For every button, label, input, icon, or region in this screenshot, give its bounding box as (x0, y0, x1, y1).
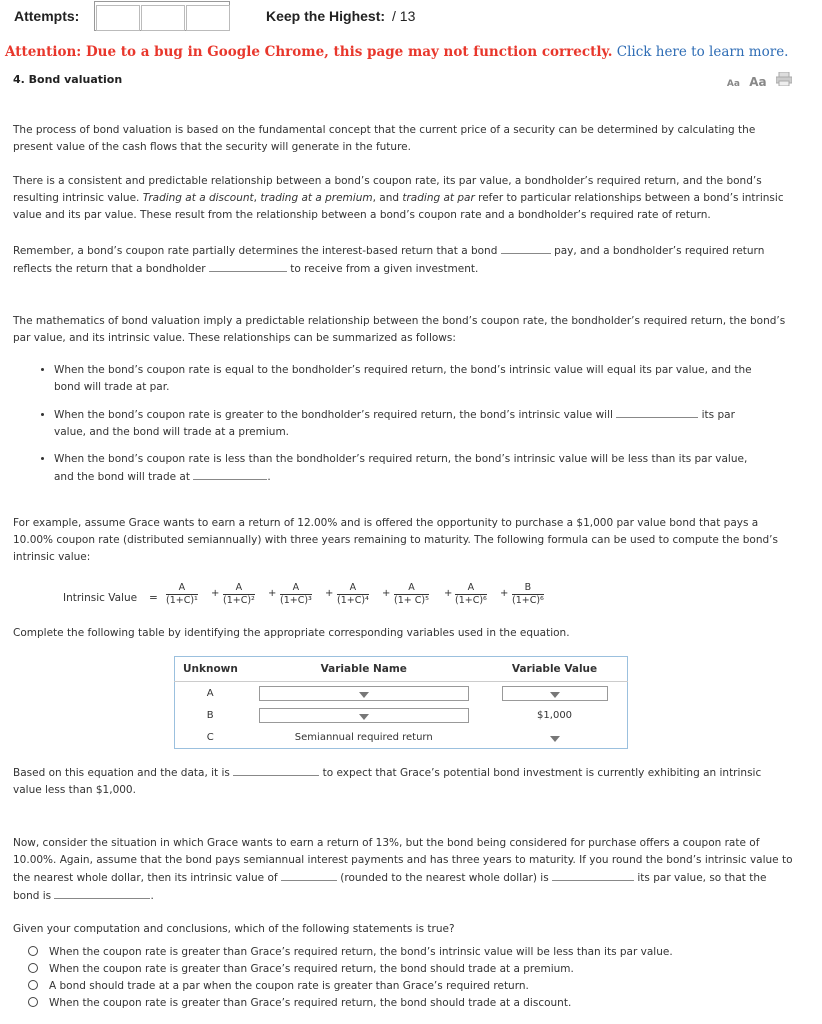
para3-text-a: Remember, a bond’s coupon rate partially determines the interest-based return that a bond (13, 245, 498, 257)
attempt-box-1 (96, 5, 140, 31)
list-item (54, 406, 754, 441)
plus-sign: + (500, 588, 509, 599)
table-header-row (175, 657, 628, 682)
table-instruction: Complete the following table by identifying the appropriate corresponding variables used in the equation. (13, 627, 570, 639)
para8-text-c: its par value, so that the bond is (13, 872, 767, 902)
print-icon[interactable] (776, 77, 792, 89)
formula-term-2 (223, 582, 255, 607)
attempt-box-2 (141, 5, 185, 31)
para2-text-b: refer to particular relationships between a bond’s intrinsic value and its par value. These result from the relationship between a bond’s coupon rate and a bondholder’s required rate of return. (13, 192, 784, 221)
plus-sign: + (444, 588, 453, 599)
plus-sign: + (325, 588, 334, 599)
row-a-name-cell (245, 682, 482, 705)
plus-sign: + (211, 588, 220, 599)
term-6-numerator: A (455, 582, 487, 595)
blank-bondholder-select[interactable] (209, 260, 287, 272)
row-b-unknown: B (206, 709, 214, 721)
formula-label: Intrinsic Value (63, 592, 138, 604)
term-6-denominator: (1+C)⁶ (455, 595, 487, 606)
formula-term-5 (394, 582, 429, 607)
font-decrease-button[interactable]: Aa (726, 79, 740, 89)
bullet-3-text-b: . (267, 471, 271, 483)
para7-text-b: to expect that Grace’s potential bond investment is currently exhibiting an intrinsic value less than $1,000. (13, 767, 762, 796)
para2-comma-2: , and (372, 192, 400, 204)
term-1-numerator: A (166, 582, 198, 595)
radio-button[interactable] (28, 946, 38, 956)
para3-text-c: to receive from a given investment. (290, 263, 479, 275)
formula-term-4 (337, 582, 369, 607)
term-5-denominator: (1+ C)⁵ (394, 595, 429, 606)
learn-more-link[interactable]: Click here (616, 44, 687, 60)
para7-text-a: Based on this equation and the data, it is (13, 767, 230, 779)
blank-bond-status-select[interactable] (54, 887, 150, 899)
attention-banner (5, 44, 788, 60)
formula-equals: = (149, 592, 158, 604)
answer-option-1[interactable] (28, 944, 673, 961)
formula-term-6 (455, 582, 487, 607)
learn-more-rest: to learn more. (691, 44, 789, 60)
radio-button[interactable] (28, 980, 38, 990)
attempts-label: Attempts: (14, 8, 80, 24)
option-4-label: When the coupon rate is greater than Grace’s required return, the bond should trade at a discount. (49, 997, 572, 1009)
bullet-2-text-a: When the bond’s coupon rate is greater to the bondholder’s required return, the bond’s intrinsic value will (54, 409, 613, 421)
option-2-label: When the coupon rate is greater than Grace’s required return, the bond should trade at a premium. (49, 963, 574, 975)
bullet-1-text: When the bond’s coupon rate is equal to the bondholder’s required return, the bond’s intrinsic value will equal its par value, and the bond will trade at par. (54, 364, 752, 393)
para2-text-a: There is a consistent and predictable relationship between a bond’s coupon rate, its par value, a bondholder’s required return, and the bond’s resulting intrinsic value. (13, 175, 762, 204)
relationship-list (36, 362, 754, 496)
formula-term-1 (166, 582, 198, 607)
plus-sign: + (382, 588, 391, 599)
term-3-denominator: (1+C)³ (280, 595, 312, 606)
term-par: trading at par (402, 192, 475, 204)
option-3-label: A bond should trade at a par when the coupon rate is greater than Grace’s required return. (49, 980, 529, 992)
row-c-name-cell: Semiannual required return (294, 731, 433, 743)
conclusion-paragraph (13, 764, 793, 799)
question-title: 4. Bond valuation (13, 73, 123, 86)
term-3-numerator: A (280, 582, 312, 595)
para2-comma-1: , (253, 192, 257, 204)
chevron-down-icon (359, 714, 369, 720)
intro-paragraph: The process of bond valuation is based on the fundamental concept that the current price of a security can be determined by calculating the present value of the cash flows that the security will generate in the future. (13, 124, 756, 153)
example-paragraph: For example, assume Grace wants to earn a return of 12.00% and is offered the opportunity to purchase a $1,000 par value bond that pays a 10.00% coupon rate (distributed semiannually) with three years remaining to maturity. The following formula can be used to compute the bond’s intrinsic value: (13, 517, 778, 563)
row-b-name-dropdown[interactable] (259, 708, 469, 723)
row-c-value-dropdown[interactable] (502, 730, 608, 745)
blank-reasonable-select[interactable] (233, 764, 319, 776)
intrinsic-value-formula (63, 582, 583, 618)
attempts-boxes (94, 1, 230, 31)
keep-highest-label: Keep the Highest: (266, 8, 386, 24)
col-variable-name: Variable Name (245, 657, 482, 682)
option-1-label: When the coupon rate is greater than Grace’s required return, the bond’s intrinsic value will be less than its par value. (49, 946, 673, 958)
list-item (54, 362, 754, 396)
relationship-paragraph (13, 173, 793, 224)
blank-trade-at-select[interactable] (193, 468, 267, 480)
para8-text-d: . (150, 890, 154, 902)
radio-button[interactable] (28, 997, 38, 1007)
term-2-numerator: A (223, 582, 255, 595)
table-row (175, 726, 628, 749)
attempt-box-3 (186, 5, 230, 31)
statement-question: Given your computation and conclusions, which of the following statements is true? (13, 923, 455, 935)
blank-bond-pay-select[interactable] (501, 242, 551, 254)
col-variable-value: Variable Value (482, 657, 627, 682)
answer-option-2[interactable] (28, 961, 673, 978)
chevron-down-icon (550, 736, 560, 742)
para8-text-b: (rounded to the nearest whole dollar) is (340, 872, 549, 884)
answer-option-4[interactable] (28, 995, 673, 1012)
term-1-denominator: (1+C)¹ (166, 595, 198, 606)
col-unknown: Unknown (175, 657, 246, 682)
blank-intrinsic-value-select[interactable] (616, 406, 698, 418)
blank-intrinsic-value-amount-select[interactable] (281, 869, 337, 881)
header-bar (0, 0, 822, 36)
para8-text-a: Now, consider the situation in which Grace wants to earn a return of 13%, but the bond being considered for purchase offers a coupon rate of 10.00%. Again, assume that the bond pays semiannual interest payments and has three years to maturity. If you round the bond’s intrinsic value to the nearest whole dollar, then its intrinsic value of (13, 837, 793, 884)
term-7-denominator: (1+C)⁶ (512, 595, 544, 606)
chevron-down-icon (359, 692, 369, 698)
table-row (175, 704, 628, 726)
table-row (175, 682, 628, 705)
row-a-value-dropdown[interactable] (502, 686, 608, 701)
term-4-denominator: (1+C)⁴ (337, 595, 369, 606)
bullet-3-text-a: When the bond’s coupon rate is less than the bondholder’s required return, the bond’s intrinsic value will be less than its par value, and the bond will trade at (54, 453, 748, 483)
term-2-denominator: (1+C)² (223, 595, 255, 606)
row-b-name-cell (245, 704, 482, 726)
second-scenario-paragraph (13, 835, 793, 905)
attention-text: Attention: Due to a bug in Google Chrome, this page may not function correctly. (5, 44, 613, 60)
row-a-unknown: A (206, 687, 214, 699)
font-increase-button[interactable]: Aa (749, 75, 767, 89)
formula-term-3 (280, 582, 312, 607)
row-b-value-cell: $1,000 (537, 709, 573, 721)
term-premium: trading at a premium (260, 192, 373, 204)
variables-table (174, 656, 628, 749)
text-tools (721, 72, 792, 89)
term-4-numerator: A (337, 582, 369, 595)
reminder-paragraph (13, 242, 793, 278)
row-c-unknown: C (206, 731, 214, 743)
bullet-2-text-b: its par value, and the bond will trade at a premium. (54, 409, 735, 438)
term-7-numerator: B (512, 582, 544, 595)
answer-options (28, 944, 673, 1012)
radio-button[interactable] (28, 963, 38, 973)
keep-highest-value: / 13 (392, 8, 416, 24)
row-a-name-dropdown[interactable] (259, 686, 469, 701)
mathematics-paragraph: The mathematics of bond valuation imply a predictable relationship between the bond’s coupon rate, the bondholder’s required return, the bond’s par value, and its intrinsic value. These relationships can be summarized as follows: (13, 315, 786, 344)
formula-term-7 (512, 582, 544, 607)
blank-comparison-select[interactable] (552, 869, 634, 881)
row-a-value-cell (482, 682, 627, 705)
term-discount: Trading at a discount (142, 192, 254, 204)
row-c-value-cell (482, 726, 627, 749)
chevron-down-icon (550, 692, 560, 698)
answer-option-3[interactable] (28, 978, 673, 995)
list-item (54, 451, 754, 486)
para3-text-b: pay, and a bondholder’s required return reflects the return that a bondholder (13, 245, 765, 275)
term-5-numerator: A (394, 582, 429, 595)
plus-sign: + (268, 588, 277, 599)
